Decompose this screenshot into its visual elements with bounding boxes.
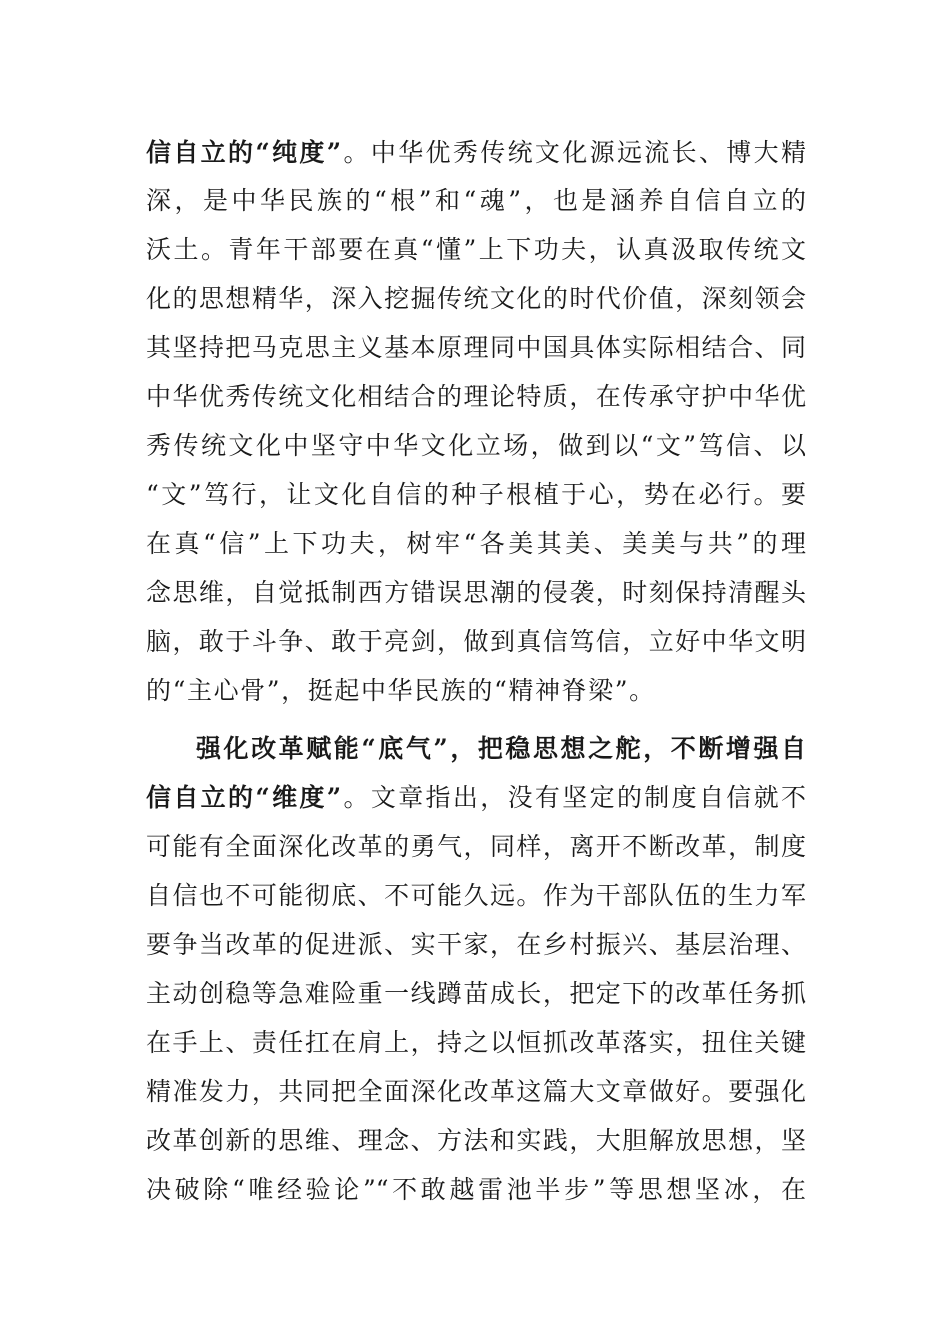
text-line: 可能有全面深化改革的勇气，同样，离开不断改革，制度	[146, 832, 806, 861]
text-line: 精准发力，共同把全面深化改革这篇大文章做好。要强化	[146, 1077, 806, 1106]
text-line: 自信也不可能彻底、不可能久远。作为干部队伍的生力军	[146, 881, 806, 910]
text-line	[146, 778, 806, 818]
text-line: 脑，敢于斗争、敢于亮剑，做到真信笃信，立好中华文明	[146, 627, 806, 656]
text-line: 要争当改革的促进派、实干家，在乡村振兴、基层治理、	[146, 930, 806, 959]
text-line: 沃土。青年干部要在真“懂”上下功夫，认真汲取传统文	[146, 235, 806, 264]
text-line: 其坚持把马克思主义基本原理同中国具体实际相结合、同	[146, 333, 806, 362]
text-line	[146, 133, 806, 173]
line-text: 。中华优秀传统文化源远流长、博大精	[341, 138, 806, 167]
bold-phrase: 信自立的“维度”	[146, 783, 342, 812]
text-line: 主动创稳等急难险重一线蹲苗成长，把定下的改革任务抓	[146, 979, 806, 1008]
text-line: 念思维，自觉抵制西方错误思潮的侵袭，时刻保持清醒头	[146, 578, 806, 607]
text-line: 强化改革赋能“底气”，把稳思想之舵，不断增强自	[196, 734, 806, 763]
text-line: “文”笃行，让文化自信的种子根植于心，势在必行。要	[146, 480, 806, 509]
text-line: 中华优秀传统文化相结合的理论特质，在传承守护中华优	[146, 382, 806, 411]
text-line: 改革创新的思维、理念、方法和实践，大胆解放思想，坚	[146, 1126, 806, 1155]
text-line: 深，是中华民族的“根”和“魂”，也是涵养自信自立的	[146, 186, 806, 215]
text-line: 在手上、责任扛在肩上，持之以恒抓改革落实，扭住关键	[146, 1028, 806, 1057]
line-text: 。文章指出，没有坚定的制度自信就不	[341, 783, 806, 812]
text-line: 秀传统文化中坚守中华文化立场，做到以“文”笃信、以	[146, 431, 806, 460]
text-line: 在真“信”上下功夫，树牢“各美其美、美美与共”的理	[146, 529, 806, 558]
bold-phrase: 信自立的“纯度”	[146, 138, 342, 167]
text-line: 的“主心骨”，挺起中华民族的“精神脊梁”。	[146, 676, 656, 705]
text-line: 决破除“唯经验论”“不敢越雷池半步”等思想坚冰，在	[146, 1175, 806, 1204]
text-line: 化的思想精华，深入挖掘传统文化的时代价值，深刻领会	[146, 284, 806, 313]
